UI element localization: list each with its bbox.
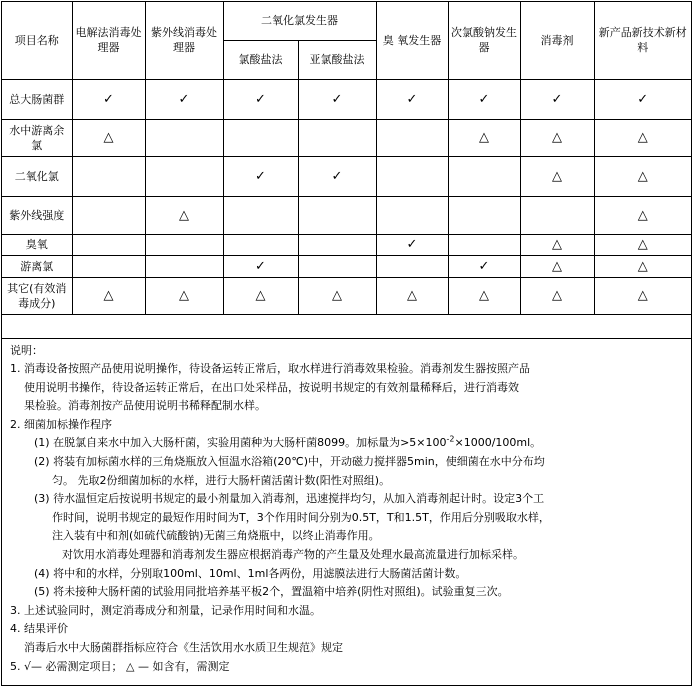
table-cell bbox=[298, 255, 376, 277]
header-uv: 紫外线消毒处理器 bbox=[145, 2, 223, 79]
table-cell: ✓ bbox=[298, 156, 376, 196]
table-cell bbox=[72, 196, 145, 234]
note-4-heading: 4. 结果评价 bbox=[10, 622, 68, 636]
table-cell bbox=[145, 156, 223, 196]
header-chlorite: 亚氯酸盐法 bbox=[298, 40, 376, 79]
table-cell: △ bbox=[448, 277, 520, 314]
table-cell: ✓ bbox=[298, 79, 376, 119]
table-cell: △ bbox=[594, 156, 691, 196]
header-row bbox=[2, 2, 691, 40]
table-cell: ✓ bbox=[448, 79, 520, 119]
note-3: 3. 上述试验同时，测定消毒成分和剂量，记录作用时间和水温。 bbox=[10, 603, 321, 617]
table-cell: ✓ bbox=[223, 255, 298, 277]
table-cell bbox=[448, 156, 520, 196]
table-cell bbox=[145, 255, 223, 277]
row-label: 其它(有效消毒成分) bbox=[2, 277, 72, 314]
table-cell: △ bbox=[520, 255, 594, 277]
table-cell bbox=[298, 234, 376, 255]
table-cell: ✓ bbox=[145, 79, 223, 119]
table-row bbox=[2, 255, 691, 277]
table-cell: ✓ bbox=[223, 79, 298, 119]
step-3-line-3: 注入装有中和剂(如硫代硫酸钠)无菌三角烧瓶中，以终止消毒作用。 bbox=[52, 529, 380, 543]
table-cell bbox=[298, 119, 376, 156]
table-cell bbox=[72, 156, 145, 196]
row-label: 紫外线强度 bbox=[2, 196, 72, 234]
row-label: 臭氧 bbox=[2, 234, 72, 255]
table-cell: ✓ bbox=[376, 234, 448, 255]
step-1 bbox=[10, 434, 683, 453]
spacer-cell bbox=[2, 314, 691, 338]
note-4-text: 消毒后水中大肠菌群指标应符合《生活饮用水水质卫生规范》规定 bbox=[24, 641, 343, 654]
header-item: 项目名称 bbox=[2, 2, 72, 79]
table-cell bbox=[448, 234, 520, 255]
table-row bbox=[2, 119, 691, 156]
step-1-text: (1) 在脱氯自来水中加入大肠杆菌，实验用菌种为大肠杆菌8099。加标量为>5×100 bbox=[34, 436, 447, 450]
table-cell: △ bbox=[145, 277, 223, 314]
header-new-material: 新产品新技术新材料 bbox=[594, 2, 691, 79]
table-cell bbox=[145, 234, 223, 255]
table-row bbox=[2, 277, 691, 314]
table-cell: ✓ bbox=[448, 255, 520, 277]
step-1-text-end: ×1000/100ml。 bbox=[454, 436, 542, 450]
step-3-line-4: 对饮用水消毒处理器和消毒剂发生器应根据消毒产物的产生量及处理水最高流量进行加标采样。 bbox=[62, 548, 524, 562]
table-cell bbox=[520, 196, 594, 234]
note-1-line-1: 1. 消毒设备按照产品使用说明操作，待设备运转正常后，取水样进行消毒效果检验。消毒剂发生器按照产品 bbox=[10, 362, 530, 376]
table-cell: △ bbox=[594, 196, 691, 234]
table-cell bbox=[376, 196, 448, 234]
table-cell: △ bbox=[520, 119, 594, 156]
table-cell bbox=[223, 234, 298, 255]
table-cell: △ bbox=[594, 255, 691, 277]
table-cell: △ bbox=[72, 277, 145, 314]
table-cell bbox=[72, 255, 145, 277]
header-chlorine-dioxide-group: 二氧化氯发生器 bbox=[223, 2, 376, 40]
table-cell: △ bbox=[520, 277, 594, 314]
step-2-line-1: (2) 将装有加标菌水样的三角烧瓶放入恒温水浴箱(20℃)中，开动磁力搅拌器5min，使细菌在水中分布均 bbox=[34, 455, 545, 469]
document-page bbox=[1, 1, 692, 686]
table-cell bbox=[376, 156, 448, 196]
table-cell: △ bbox=[520, 156, 594, 196]
row-label: 二氧化氯 bbox=[2, 156, 72, 196]
table-cell bbox=[223, 196, 298, 234]
table-cell bbox=[72, 234, 145, 255]
table-cell: △ bbox=[145, 196, 223, 234]
notes-title: 说明： bbox=[10, 343, 43, 357]
table-cell: △ bbox=[72, 119, 145, 156]
table-cell bbox=[376, 255, 448, 277]
header-disinfectant: 消毒剂 bbox=[520, 2, 594, 79]
table-row bbox=[2, 234, 691, 255]
header-electrolysis: 电解法消毒处理器 bbox=[72, 2, 145, 79]
row-label: 总大肠菌群 bbox=[2, 79, 72, 119]
table-cell bbox=[298, 196, 376, 234]
header-chlorate: 氯酸盐法 bbox=[223, 40, 298, 79]
table-cell: △ bbox=[520, 234, 594, 255]
step-3-line-1: (3) 待水温恒定后按说明书规定的最小剂量加入消毒剂，迅速搅拌均匀，从加入消毒剂起计时。设定3个工 bbox=[34, 492, 545, 506]
table-cell: ✓ bbox=[72, 79, 145, 119]
spacer-row bbox=[2, 314, 691, 338]
step-2-line-2: 匀。 先取2份细菌加标的水样，进行大肠杆菌活菌计数(阳性对照组)。 bbox=[52, 473, 391, 487]
table-row bbox=[2, 79, 691, 119]
table-cell: ✓ bbox=[376, 79, 448, 119]
table-cell: ✓ bbox=[223, 156, 298, 196]
table-cell: △ bbox=[223, 277, 298, 314]
row-label: 游离氯 bbox=[2, 255, 72, 277]
header-ozone: 臭 氧发生器 bbox=[376, 2, 448, 79]
step-1-exponent: -2 bbox=[446, 434, 455, 444]
table-cell bbox=[145, 119, 223, 156]
table-cell: △ bbox=[594, 277, 691, 314]
table-row bbox=[2, 196, 691, 234]
step-4: (4) 将中和的水样，分别取100ml、10ml、1ml各两份，用滤膜法进行大肠菌活菌计数。 bbox=[34, 566, 467, 580]
note-1-line-3: 果检验。消毒剂按产品使用说明书稀释配制水样。 bbox=[24, 399, 266, 413]
notes-section bbox=[2, 339, 691, 677]
table-cell: △ bbox=[298, 277, 376, 314]
table-row bbox=[2, 156, 691, 196]
row-label: 水中游离余氯 bbox=[2, 119, 72, 156]
step-3-line-2: 作时间，说明书规定的最短作用时间为T，3个作用时间分别为0.5T，T和1.5T，作用后分别吸取水样， bbox=[52, 510, 550, 524]
table-cell: △ bbox=[376, 277, 448, 314]
step-5: (5) 将未接种大肠杆菌的试验用同批培养基平板2个，置温箱中培养(阴性对照组)。试验重复三次。 bbox=[34, 585, 509, 599]
table-cell bbox=[223, 119, 298, 156]
table-cell: ✓ bbox=[594, 79, 691, 119]
table-cell bbox=[448, 196, 520, 234]
table-cell bbox=[376, 119, 448, 156]
note-2-heading: 2. 细菌加标操作程序 bbox=[10, 417, 112, 431]
note-1-line-2: 使用说明书操作，待设备运转正常后，在出口处采样品，按说明书规定的有效剂量稀释后，进行消毒效 bbox=[24, 380, 519, 394]
header-hypochlorite: 次氯酸钠发生器 bbox=[448, 2, 520, 79]
note-5: 5. √— 必需测定项目； △ — 如含有，需测定 bbox=[10, 659, 230, 673]
table-cell: ✓ bbox=[520, 79, 594, 119]
table-cell: △ bbox=[448, 119, 520, 156]
test-items-table bbox=[2, 2, 691, 339]
table-cell: △ bbox=[594, 119, 691, 156]
table-cell: △ bbox=[594, 234, 691, 255]
